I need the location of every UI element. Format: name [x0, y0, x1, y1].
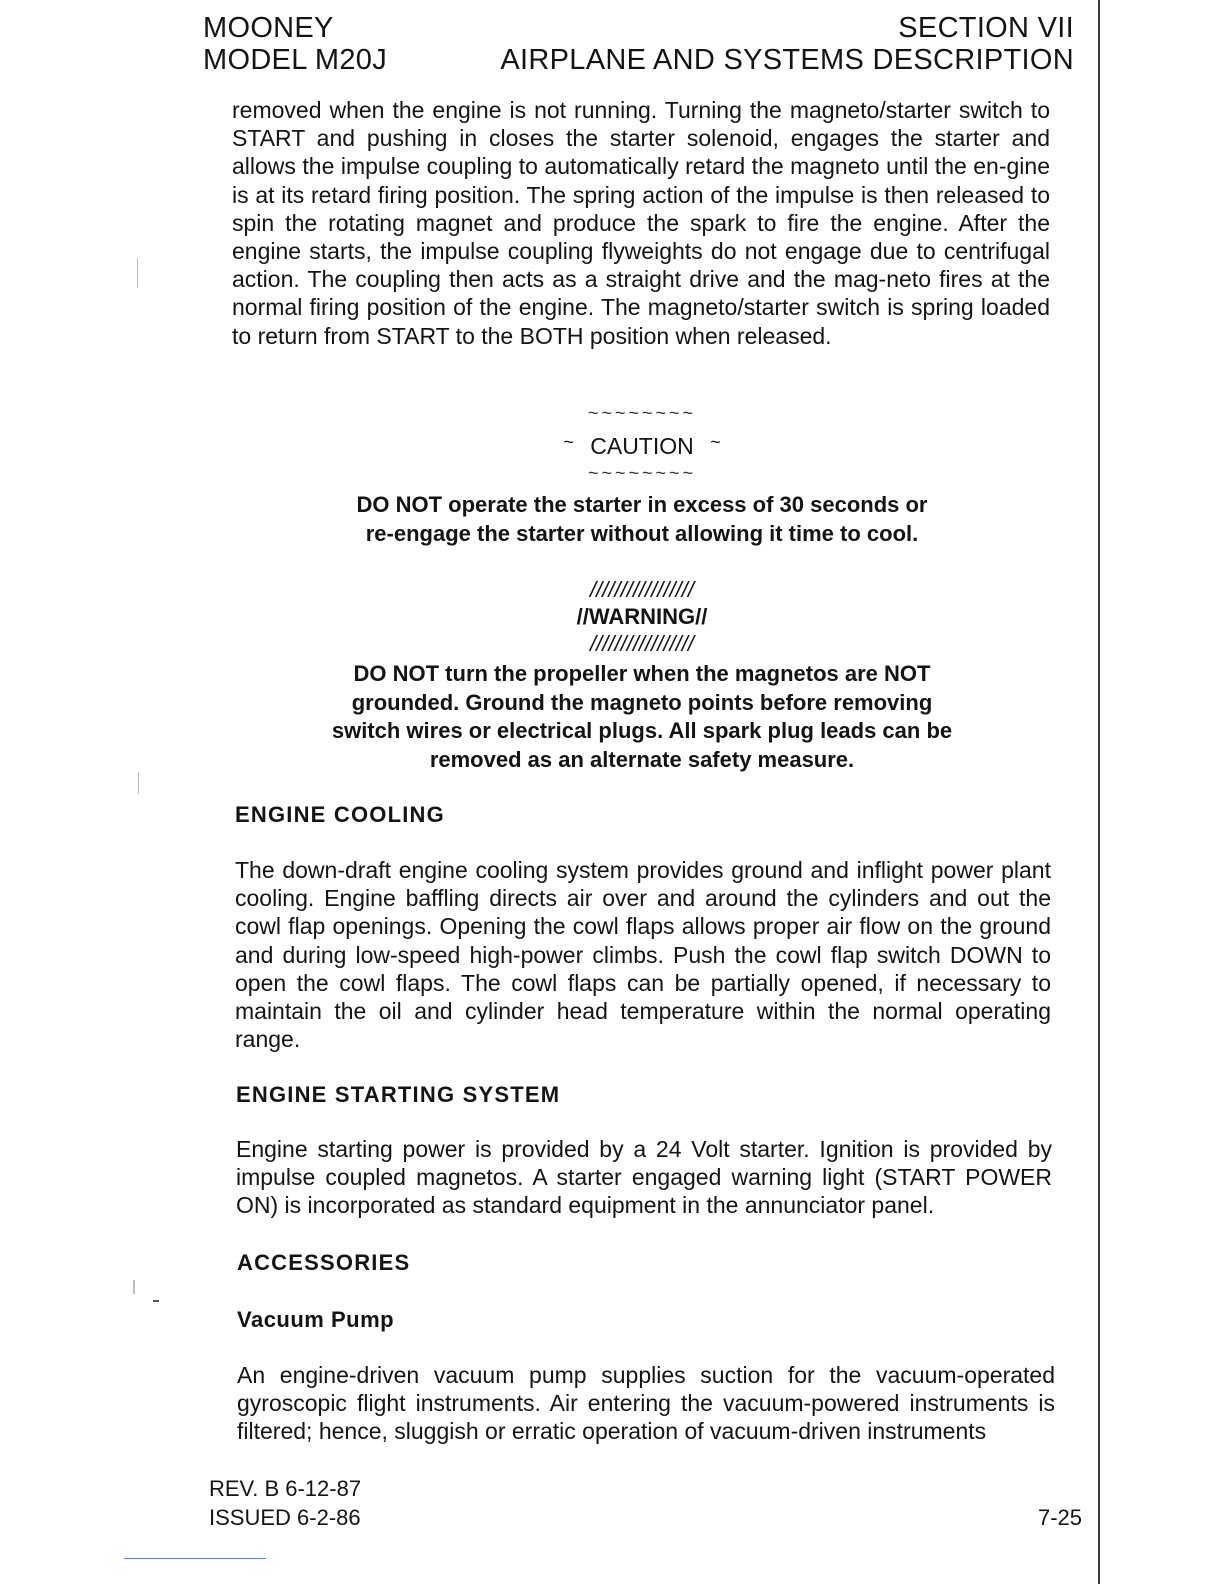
caution-block	[148, 404, 1136, 482]
engine-starting-body: Engine starting power is provided by a 24 Volt starter. Ignition is provided by impulse coupled magnetos. A starter engaged warning light (START POWER ON) is incorporated as standard equipment in the annunciator panel.	[236, 1136, 1052, 1219]
warning-block	[232, 578, 1052, 656]
header-left	[203, 12, 387, 76]
footer-revision: REV. B 6-12-87	[209, 1476, 362, 1501]
scan-speck	[138, 772, 139, 794]
caution-bottom-tildes: ~~~~~~~~	[587, 463, 697, 483]
engine-cooling-body: The down-draft engine cooling system provides ground and inflight power plant cooling. Engine baffling directs air over and around the cylinders and out the cowl flap openings. Opening the cowl flaps allows proper air flow on the ground and during low-speed high-power climbs. Push the cowl flap switch DOWN to open the cowl flaps. The cowl flaps can be partially opened, if necessary to maintain the oil and cylinder head temperature within the normal operating range.	[235, 857, 1051, 1053]
caution-tilde-right: ~	[710, 432, 721, 452]
engine-starting-heading: ENGINE STARTING SYSTEM	[236, 1082, 561, 1107]
page-number: 7-25	[1037, 1505, 1082, 1530]
page-edge-rule	[1098, 0, 1100, 1584]
warning-top-slashes: /////////////////	[590, 577, 694, 602]
warning-bottom-slashes: /////////////////	[590, 631, 694, 656]
footer-left	[209, 1474, 361, 1532]
header-model: MODEL M20J	[203, 44, 388, 76]
caution-tilde-left: ~	[563, 432, 574, 452]
caution-line-1: DO NOT operate the starter in excess of 30 seconds or	[356, 492, 928, 517]
intro-paragraph: removed when the engine is not running. Turning the magneto/starter switch to START and pushing in closes the starter solenoid, engages the starter and allows the impulse coupling to automatically retard the magneto until the en-gine is at its retard firing position. The spring action of the impulse is then released to spin the rotating magnet and produce the spark to fire the engine. After the engine starts, the impulse coupling flyweights do not engage due to centrifugal action. The coupling then acts as a straight drive and the mag-neto fires at the normal firing position of the engine. The magneto/starter switch is spring loaded to return from START to the BOTH position when released.	[232, 97, 1050, 349]
warning-line-3: switch wires or electrical plugs. All spark plug leads can be	[331, 718, 953, 743]
scan-speck	[153, 1300, 159, 1302]
warning-title: //WARNING//	[576, 604, 708, 629]
header-section: SECTION VII	[898, 12, 1074, 44]
warning-line-4: removed as an alternate safety measure.	[429, 746, 855, 772]
warning-line-1: DO NOT turn the propeller when the magnetos are NOT	[353, 661, 931, 686]
scan-speck	[137, 258, 138, 288]
header-manufacturer: MOONEY	[203, 12, 334, 44]
vacuum-pump-subheading: Vacuum Pump	[237, 1307, 395, 1332]
warning-text	[232, 660, 1052, 774]
vacuum-pump-body: An engine-driven vacuum pump supplies suction for the vacuum-operated gyroscopic flight instruments. Air entering the vacuum-powered instruments is filtered; hence, sluggish or erratic operation of vacuum-driven instruments	[237, 1362, 1055, 1445]
caution-title: CAUTION	[590, 433, 694, 459]
caution-title-row	[148, 424, 1136, 464]
caution-line-2: re-engage the starter without allowing it time to cool.	[365, 521, 919, 546]
scan-speck	[133, 1280, 135, 1294]
accessories-heading: ACCESSORIES	[237, 1250, 411, 1275]
warning-line-2: grounded. Ground the magneto points before removing	[351, 689, 933, 715]
caution-text	[232, 490, 1052, 548]
scan-blue-line	[124, 1558, 266, 1559]
engine-cooling-heading: ENGINE COOLING	[235, 802, 445, 827]
header-section-title: AIRPLANE AND SYSTEMS DESCRIPTION	[500, 44, 1074, 76]
footer-issued: ISSUED 6-2-86	[209, 1505, 361, 1530]
header-right	[500, 12, 1074, 76]
caution-top-tildes: ~~~~~~~~	[587, 403, 697, 423]
